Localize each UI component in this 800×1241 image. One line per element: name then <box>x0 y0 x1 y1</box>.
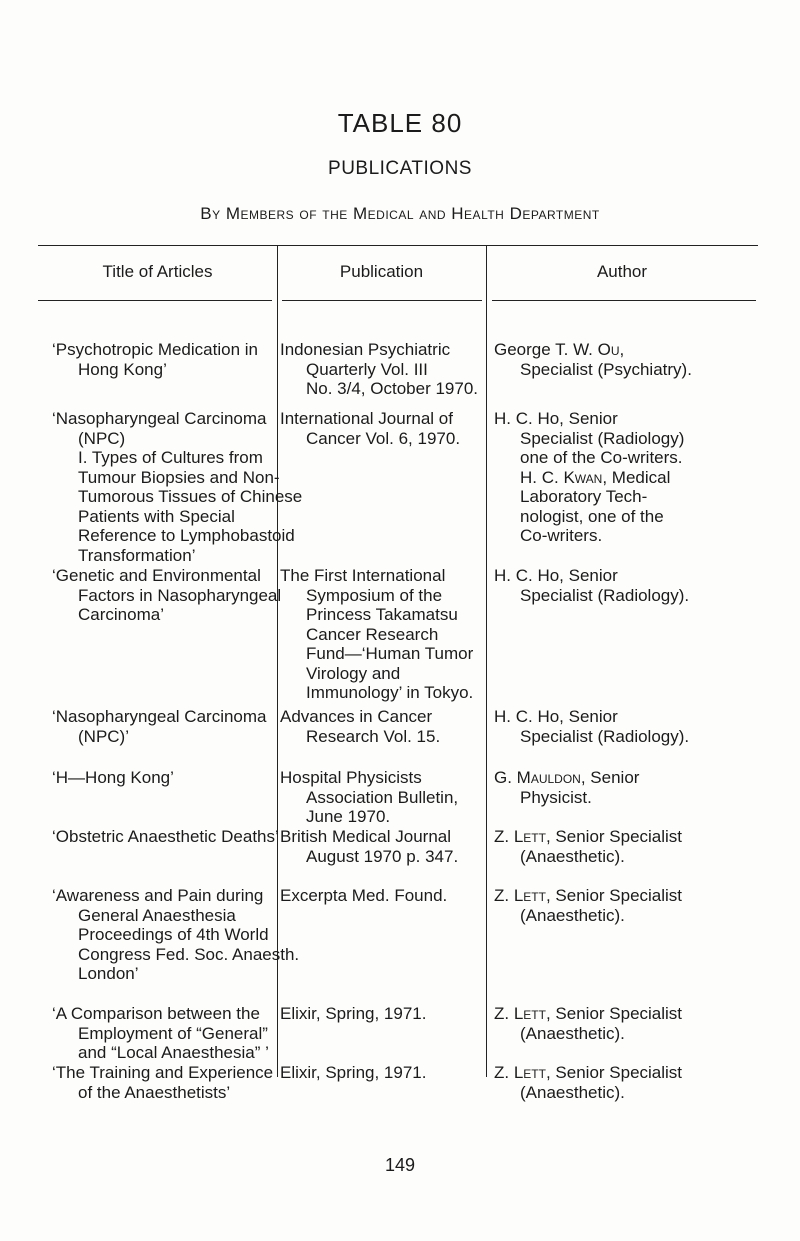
author-surname: Mauldon <box>516 768 581 787</box>
author-text: , Medical Laboratory Tech- nologist, one of the Co-writers. <box>520 467 671 545</box>
row-title: ‘Nasopharyngeal Carcinoma (NPC) I. Types of Cultures from Tumour Biopsies and Non- Tumorous Tissues of Chinese Patients with Special Reference to Lymphobastoid Transformation’ <box>52 409 303 565</box>
author-surname: Lett <box>513 827 546 846</box>
row-publication: British Medical Journal August 1970 p. 347. <box>280 827 459 866</box>
author-text: H. C. Ho, Senior Specialist (Radiology) one of the Co-writers. H. C. <box>494 409 685 487</box>
row-author <box>494 1063 780 1102</box>
author-text: G. <box>494 768 517 787</box>
row-publication: The First International Symposium of the Princess Takamatsu Cancer Research Fund—‘Human Tumor Virology and Immunology’ in Tokyo. <box>280 566 474 702</box>
row-author <box>494 886 780 925</box>
column-header-publication: Publication <box>339 262 424 281</box>
table-number: TABLE 80 <box>337 108 463 138</box>
author-text: Z. <box>494 886 514 905</box>
author-surname: Lett <box>513 1063 546 1082</box>
author-text: H. C. Ho, Senior Specialist (Radiology). <box>494 566 690 605</box>
table-top-rule <box>38 245 758 246</box>
row-author <box>494 409 780 546</box>
author-text: , Specialist (Psychiatry). <box>520 340 692 379</box>
row-publication: International Journal of Cancer Vol. 6, 1970. <box>280 409 461 448</box>
row-title: ‘Genetic and Environmental Factors in Nasopharyngeal Carcinoma’ <box>52 566 282 624</box>
author-text: H. C. Ho, Senior Specialist (Radiology). <box>494 707 690 746</box>
row-title: ‘A Comparison between the Employment of “General” and “Local Anaesthesia” ’ <box>52 1004 269 1062</box>
author-surname: Kwan <box>563 467 603 487</box>
row-author <box>494 340 780 379</box>
author-text: George T. W. <box>494 340 598 359</box>
row-title: ‘Nasopharyngeal Carcinoma (NPC)’ <box>52 707 267 746</box>
row-publication: Advances in Cancer Research Vol. 15. <box>280 707 441 746</box>
author-surname: Ou <box>597 340 620 359</box>
row-title: ‘Obstetric Anaesthetic Deaths’ <box>52 827 279 846</box>
page-number: 149 <box>384 1155 416 1175</box>
column-header-author: Author <box>596 262 648 281</box>
row-author <box>494 768 780 807</box>
row-publication: Elixir, Spring, 1971. <box>280 1004 427 1023</box>
author-text: Z. <box>494 1004 514 1023</box>
author-text: Z. <box>494 827 514 846</box>
author-text: , Senior Specialist (Anaesthetic). <box>520 886 683 925</box>
row-title: ‘The Training and Experience of the Anaesthetists’ <box>52 1063 274 1102</box>
author-surname: Lett <box>513 886 546 905</box>
row-title: ‘H—Hong Kong’ <box>52 768 174 787</box>
header-rule-author <box>492 300 756 301</box>
author-text: , Senior Specialist (Anaesthetic). <box>520 1004 683 1043</box>
column-header-title: Title of Articles <box>102 262 213 281</box>
row-author <box>494 707 780 746</box>
header-rule-publication <box>282 300 482 301</box>
row-publication: Hospital Physicists Association Bulletin, June 1970. <box>280 768 459 826</box>
author-text: , Senior Physicist. <box>520 768 640 807</box>
row-author <box>494 1004 780 1043</box>
row-publication: Indonesian Psychiatric Quarterly Vol. III No. 3/4, October 1970. <box>280 340 478 398</box>
row-title: ‘Awareness and Pain during General Anaesthesia Proceedings of 4th World Congress Fed. Soc. Anaesth. London’ <box>52 886 300 983</box>
row-publication: Elixir, Spring, 1971. <box>280 1063 427 1082</box>
section-title: PUBLICATIONS <box>328 158 472 179</box>
author-text: Z. <box>494 1063 514 1082</box>
author-surname: Lett <box>513 1004 546 1023</box>
subtitle: By Members of the Medical and Health Department <box>200 204 600 223</box>
header-rule-title <box>38 300 272 301</box>
row-author <box>494 566 780 605</box>
row-author <box>494 827 780 866</box>
author-text: , Senior Specialist (Anaesthetic). <box>520 827 683 866</box>
row-title: ‘Psychotropic Medication in Hong Kong’ <box>52 340 258 379</box>
row-publication: Excerpta Med. Found. <box>280 886 448 905</box>
author-text: , Senior Specialist (Anaesthetic). <box>520 1063 683 1102</box>
